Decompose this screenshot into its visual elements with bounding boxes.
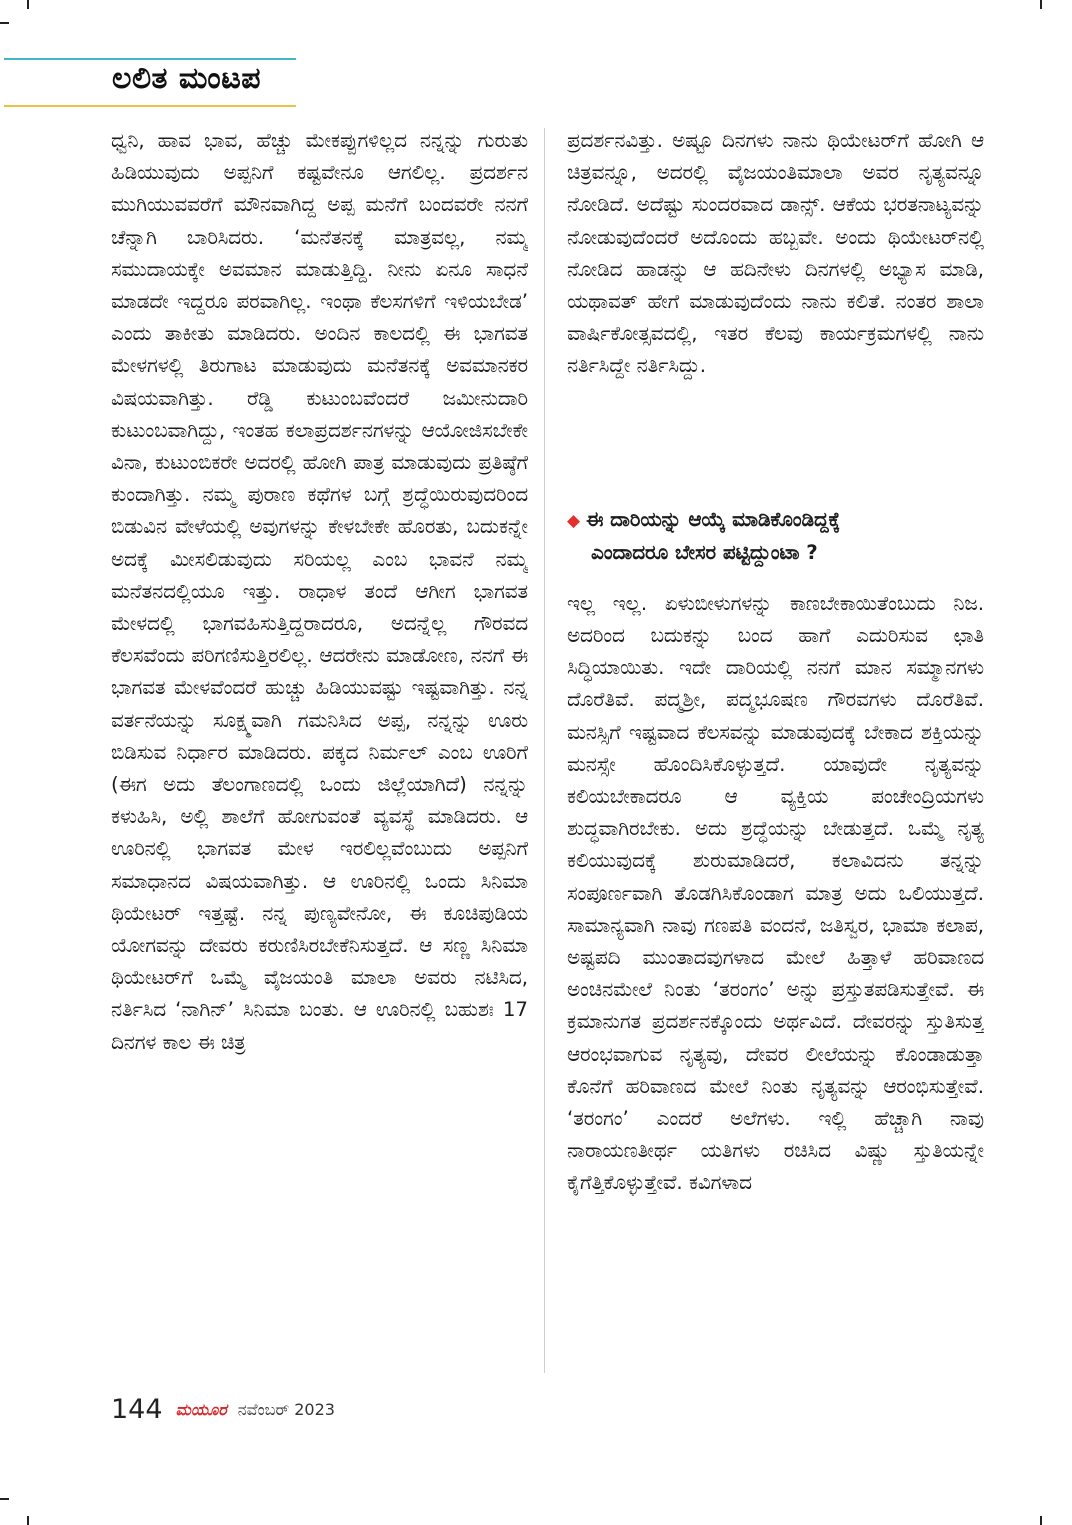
- section-header: [4, 58, 296, 108]
- header-bottom-rule: [4, 105, 296, 107]
- article-paragraph: ಧ್ವನಿ, ಹಾವ ಭಾವ, ಹೆಚ್ಚು ಮೇಕಪ್ಪುಗಳಿಲ್ಲದ ನನ್ನನ್ನು ಗುರುತು ಹಿಡಿಯುವುದು ಅಪ್ಪನಿಗೆ ಕಷ್ಟವೇನೂ ಆಗಲಿಲ್ಲ. ಪ್ರದರ್ಶನ ಮುಗಿಯುವವರೆಗೆ ಮೌನವಾಗಿದ್ದ ಅಪ್ಪ ಮನೆಗೆ ಬಂದವರೇ ನನಗೆ ಚೆನ್ನಾಗಿ ಬಾರಿಸಿದರು. ‘ಮನೆತನಕ್ಕೆ ಮಾತ್ರವಲ್ಲ, ನಮ್ಮ ಸಮುದಾಯಕ್ಕೇ ಅವಮಾನ ಮಾಡುತ್ತಿದ್ದಿ. ನೀನು ಏನೂ ಸಾಧನೆ ಮಾಡದೇ ಇದ್ದರೂ ಪರವಾಗಿಲ್ಲ. ಇಂಥಾ ಕೆಲಸಗಳಿಗೆ ಇಳಿಯಬೇಡ’ ಎಂದು ತಾಕೀತು ಮಾಡಿದರು. ಅಂದಿನ ಕಾಲದಲ್ಲಿ ಈ ಭಾಗವತ ಮೇಳಗಳಲ್ಲಿ ತಿರುಗಾಟ ಮಾಡುವುದು ಮನೆತನಕ್ಕೆ ಅವಮಾನಕರ ವಿಷಯವಾಗಿತ್ತು. ರೆಡ್ಡಿ ಕುಟುಂಬವೆಂದರೆ ಜಮೀನುದಾರಿ ಕುಟುಂಬವಾಗಿದ್ದು, ಇಂತಹ ಕಲಾಪ್ರದರ್ಶನಗಳನ್ನು ಆಯೋಜಿಸಬೇಕೇ ವಿನಾ, ಕುಟುಂಬಿಕರೇ ಅದರಲ್ಲಿ ಹೋಗಿ ಪಾತ್ರ ಮಾಡುವುದು ಪ್ರತಿಷ್ಠೆಗೆ ಕುಂದಾಗಿತ್ತು. ನಮ್ಮ ಪುರಾಣ ಕಥೆಗಳ ಬಗ್ಗೆ ಶ್ರದ್ಧೆಯಿರುವುದರಿಂದ ಬಿಡುವಿನ ವೇಳೆಯಲ್ಲಿ ಅವುಗಳನ್ನು ಕೇಳಬೇಕೇ ಹೊರತು, ಬದುಕನ್ನೇ ಅದಕ್ಕೆ ಮೀಸಲಿಡುವುದು ಸರಿಯಲ್ಲ ಎಂಬ ಭಾವನೆ ನಮ್ಮ ಮನೆತನದಲ್ಲಿಯೂ ಇತ್ತು. ರಾಧಾಳ ತಂದೆ ಆಗೀಗ ಭಾಗವತ ಮೇಳದಲ್ಲಿ ಭಾಗವಹಿಸುತ್ತಿದ್ದರಾದರೂ, ಅದನ್ನೆಲ್ಲ ಗೌರವದ ಕೆಲಸವೆಂದು ಪರಿಗಣಿಸುತ್ತಿರಲಿಲ್ಲ. ಆದರೇನು ಮಾಡೋಣ, ನನಗೆ ಈ ಭಾಗವತ ಮೇಳವೆಂದರೆ ಹುಚ್ಚು ಹಿಡಿಯುವಷ್ಟು ಇಷ್ಟವಾಗಿತ್ತು. ನನ್ನ ವರ್ತನೆಯನ್ನು ಸೂಕ್ಷ್ಮವಾಗಿ ಗಮನಿಸಿದ ಅಪ್ಪ, ನನ್ನನ್ನು ಊರು ಬಿಡಿಸುವ ನಿರ್ಧಾರ ಮಾಡಿದರು. ಪಕ್ಕದ ನಿರ್ಮಲ್ ಎಂಬ ಊರಿಗೆ (ಈಗ ಅದು ತೆಲಂಗಾಣದಲ್ಲಿ ಒಂದು ಜಿಲ್ಲೆಯಾಗಿದೆ) ನನ್ನನ್ನು ಕಳುಹಿಸಿ, ಅಲ್ಲಿ ಶಾಲೆಗೆ ಹೋಗುವಂತೆ ವ್ಯವಸ್ಥೆ ಮಾಡಿದರು. ಆ ಊರಿನಲ್ಲಿ ಭಾಗವತ ಮೇಳ ಇರಲಿಲ್ಲವೆಂಬುದು ಅಪ್ಪನಿಗೆ ಸಮಾಧಾನದ ವಿಷಯವಾಗಿತ್ತು. ಆ ಊರಿನಲ್ಲಿ ಒಂದು ಸಿನಿಮಾ ಥಿಯೇಟರ್ ಇತ್ತಷ್ಟೆ. ನನ್ನ ಪುಣ್ಯವೇನೋ, ಈ ಕೂಚಿಪುಡಿಯ ಯೋಗವನ್ನು ದೇವರು ಕರುಣಿಸಿರಬೇಕೆನಿಸುತ್ತದೆ. ಆ ಸಣ್ಣ ಸಿನಿಮಾ ಥಿಯೇಟರ್‌ಗೆ ಒಮ್ಮೆ ವೈಜಯಂತಿ ಮಾಲಾ ಅವರು ನಟಿಸಿದ, ನರ್ತಿಸಿದ ‘ನಾಗಿನ್’ ಸಿನಿಮಾ ಬಂತು. ಆ ಊರಿನಲ್ಲಿ ಬಹುಶಃ 17 ದಿನಗಳ ಕಾಲ ಈ ಚಿತ್ರ: [111, 129, 528, 1054]
- crop-mark: [27, 0, 29, 9]
- page-footer: [111, 1394, 335, 1426]
- column-divider: [544, 128, 545, 1373]
- interview-question: [567, 504, 984, 569]
- crop-mark: [27, 1516, 29, 1525]
- question-line-1: ಈ ದಾರಿಯನ್ನು ಆಯ್ಕೆ ಮಾಡಿಕೊಂಡಿದ್ದಕ್ಕೆ: [586, 508, 841, 531]
- crop-mark: [0, 1498, 9, 1500]
- article-paragraph: ಪ್ರದರ್ಶನವಿತ್ತು. ಅಷ್ಟೂ ದಿನಗಳು ನಾನು ಥಿಯೇಟರ್‌ಗೆ ಹೋಗಿ ಆ ಚಿತ್ರವನ್ನೂ, ಅದರಲ್ಲಿ ವೈಜಯಂತಿಮಾಲಾ ಅವರ ನೃತ್ಯವನ್ನೂ ನೋಡಿದೆ. ಅದೆಷ್ಟು ಸುಂದರವಾದ ಡಾನ್ಸ್. ಆಕೆಯ ಭರತನಾಟ್ಯವನ್ನು ನೋಡುವುದೆಂದರೆ ಅದೊಂದು ಹಬ್ಬವೇ. ಅಂದು ಥಿಯೇಟರ್‌ನಲ್ಲಿ ನೋಡಿದ ಹಾಡನ್ನು ಆ ಹದಿನೇಳು ದಿನಗಳಲ್ಲಿ ಅಭ್ಯಾಸ ಮಾಡಿ, ಯಥಾವತ್ ಹೇಗೆ ಮಾಡುವುದೆಂದು ನಾನು ಕಲಿತೆ. ನಂತರ ಶಾಲಾ ವಾರ್ಷಿಕೋತ್ಸವದಲ್ಲಿ, ಇತರ ಕೆಲವು ಕಾರ್ಯಕ್ರಮಗಳಲ್ಲಿ ನಾನು ನರ್ತಿಸಿದ್ದೇ ನರ್ತಿಸಿದ್ದು.: [567, 129, 984, 378]
- section-title: ಲಲಿತ ಮಂಟಪ: [112, 61, 262, 96]
- crop-mark: [0, 22, 9, 24]
- left-column: [111, 125, 528, 1380]
- article-paragraph: ಇಲ್ಲ ಇಲ್ಲ. ಏಳುಬೀಳುಗಳನ್ನು ಕಾಣಬೇಕಾಯಿತೆಂಬುದು ನಿಜ. ಅದರಿಂದ ಬದುಕನ್ನು ಬಂದ ಹಾಗೆ ಎದುರಿಸುವ ಛಾತಿ ಸಿದ್ಧಿಯಾಯಿತು. ಇದೇ ದಾರಿಯಲ್ಲಿ ನನಗೆ ಮಾನ ಸಮ್ಮಾನಗಳು ದೊರೆತಿವೆ. ಪದ್ಮಶ್ರೀ, ಪದ್ಮಭೂಷಣ ಗೌರವಗಳು ದೊರೆತಿವೆ. ಮನಸ್ಸಿಗೆ ಇಷ್ಟವಾದ ಕೆಲಸವನ್ನು ಮಾಡುವುದಕ್ಕೆ ಬೇಕಾದ ಶಕ್ತಿಯನ್ನು ಮನಸ್ಸೇ ಹೊಂದಿಸಿಕೊಳ್ಳುತ್ತದೆ. ಯಾವುದೇ ನೃತ್ಯವನ್ನು ಕಲಿಯಬೇಕಾದರೂ ಆ ವ್ಯಕ್ತಿಯ ಪಂಚೇಂದ್ರಿಯಗಳು ಶುದ್ಧವಾಗಿರಬೇಕು. ಅದು ಶ್ರದ್ಧೆಯನ್ನು ಬೇಡುತ್ತದೆ. ಒಮ್ಮೆ ನೃತ್ಯ ಕಲಿಯುವುದಕ್ಕೆ ಶುರುಮಾಡಿದರೆ, ಕಲಾವಿದನು ತನ್ನನ್ನು ಸಂಪೂರ್ಣವಾಗಿ ತೊಡಗಿಸಿಕೊಂಡಾಗ ಮಾತ್ರ ಅದು ಒಲಿಯುತ್ತದೆ. ಸಾಮಾನ್ಯವಾಗಿ ನಾವು ಗಣಪತಿ ವಂದನೆ, ಜತಿಸ್ವರ, ಭಾಮಾ ಕಲಾಪ, ಅಷ್ಟಪದಿ ಮುಂತಾದವುಗಳಾದ ಮೇಲೆ ಹಿತ್ತಾಳೆ ಹರಿವಾಣದ ಅಂಚಿನಮೇಲೆ ನಿಂತು ‘ತರಂಗಂ’ ಅನ್ನು ಪ್ರಸ್ತುತಪಡಿಸುತ್ತೇವೆ. ಈ ಕ್ರಮಾನುಗತ ಪ್ರದರ್ಶನಕ್ಕೊಂದು ಅರ್ಥವಿದೆ. ದೇವರನ್ನು ಸ್ತುತಿಸುತ್ತ ಆರಂಭವಾಗುವ ನೃತ್ಯವು, ದೇವರ ಲೀಲೆಯನ್ನು ಕೊಂಡಾಡುತ್ತಾ ಕೊನೆಗೆ ಹರಿವಾಣದ ಮೇಲೆ ನಿಂತು ನೃತ್ಯವನ್ನು ಆರಂಭಿಸುತ್ತೇವೆ. ‘ತರಂಗಂ’ ಎಂದರೆ ಅಲೆಗಳು. ಇಲ್ಲಿ ಹೆಚ್ಚಾಗಿ ನಾವು ನಾರಾಯಣತೀರ್ಥ ಯತಿಗಳು ರಚಿಸಿದ ವಿಷ್ಣು ಸ್ತುತಿಯನ್ನೇ ಕೈಗೆತ್ತಿಕೊಳ್ಳುತ್ತೇವೆ. ಕವಿಗಳಾದ: [567, 591, 984, 1195]
- right-column-answer: [567, 568, 984, 1380]
- issue-date: ನವೆಂಬರ್ 2023: [237, 1399, 335, 1419]
- crop-mark: [1040, 1516, 1042, 1525]
- diamond-bullet-icon: ◆: [567, 511, 581, 531]
- magazine-logo: ಮಯೂರ: [175, 1399, 227, 1419]
- question-line-2: ಎಂದಾದರೂ ಬೇಸರ ಪಟ್ಟಿದ್ದುಂಟಾ ?: [591, 541, 818, 564]
- crop-mark: [1040, 0, 1042, 9]
- page-number: 144: [111, 1394, 163, 1425]
- right-column-top: [567, 125, 984, 470]
- header-top-rule: [4, 58, 296, 60]
